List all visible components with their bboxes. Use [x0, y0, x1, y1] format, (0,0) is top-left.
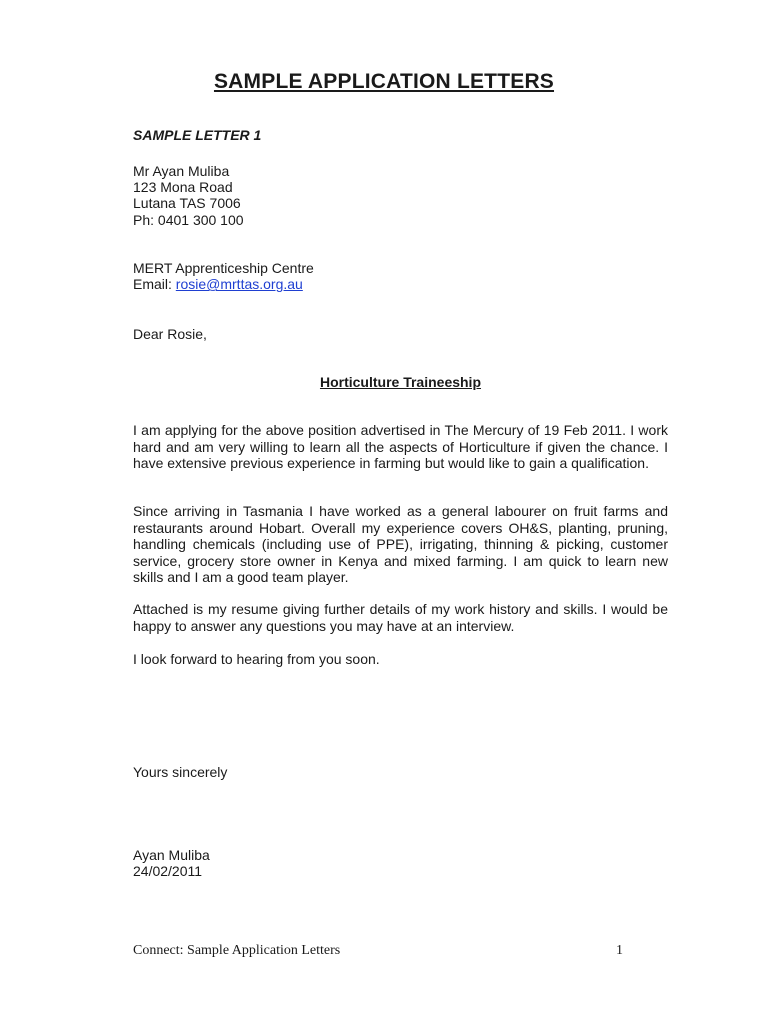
subject-heading: Horticulture Traineeship	[319, 374, 482, 390]
signature-date: 24/02/2011	[133, 863, 203, 880]
recipient-address	[133, 260, 668, 292]
sender-name: Mr Ayan Muliba	[133, 163, 230, 179]
sample-label: SAMPLE LETTER 1	[133, 127, 262, 143]
document-title: SAMPLE APPLICATION LETTERS	[213, 70, 555, 93]
sender-address	[133, 163, 668, 228]
footer-text: Connect: Sample Application Letters	[133, 943, 341, 958]
signature-block	[133, 847, 668, 879]
email-label: Email:	[133, 276, 176, 293]
body-paragraph-4: I look forward to hearing from you soon.	[133, 651, 380, 667]
body-paragraph-1: I am applying for the above position advertised in The Mercury of 19 Feb 2011. I work hard and am very willing to learn all the aspects of Horticulture if given the chance. I have extensive previous experience in farming but would like to gain a qualification.	[133, 422, 668, 472]
signature-name: Ayan Muliba	[133, 847, 210, 863]
closing: Yours sincerely	[133, 764, 228, 780]
sender-street: 123 Mona Road	[133, 179, 233, 196]
body-paragraph-2: Since arriving in Tasmania I have worked as a general labourer on fruit farms and restaurants around Hobart. Overall my experience covers OH&S, planting, pruning, handling chemicals (including use of PPE), irrigating, thinning & picking, customer service, grocery store owner in Kenya and mixed farming. I am quick to learn new skills and I am a good team player.	[133, 503, 668, 586]
recipient-email-line	[133, 276, 668, 292]
page-number: 1	[616, 943, 623, 958]
body-paragraph-3: Attached is my resume giving further details of my work history and skills. I would be happy to answer any questions you may have at an interview.	[133, 601, 668, 634]
sender-city: Lutana TAS 7006	[133, 195, 241, 212]
email-link[interactable]: rosie@mrttas.org.au	[175, 276, 303, 293]
sender-phone: Ph: 0401 300 100	[133, 211, 244, 228]
recipient-org: MERT Apprenticeship Centre	[133, 260, 314, 276]
salutation: Dear Rosie,	[133, 326, 207, 342]
